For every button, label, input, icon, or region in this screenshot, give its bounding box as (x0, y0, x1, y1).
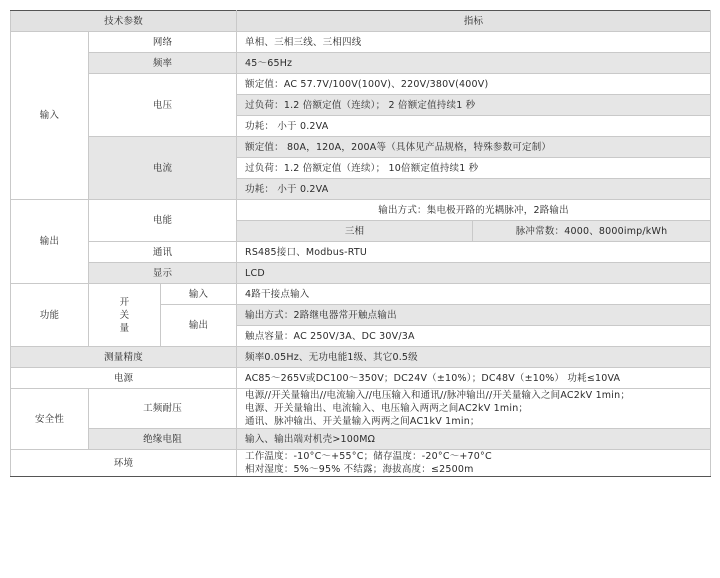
label-environment: 环境 (11, 450, 237, 477)
value-current-rated: 额定值： 80A，120A，200A等（具体见产品规格，特殊参数可定制） (237, 137, 711, 158)
value-function-output-method: 输出方式：2路继电器常开触点输出 (237, 305, 711, 326)
value-energy-pulse: 脉冲常数：4000、8000imp/kWh (473, 221, 711, 242)
table-row (11, 284, 711, 305)
label-insulation: 绝缘电阻 (89, 429, 237, 450)
table-row (11, 347, 711, 368)
value-power-supply: AC85～265V或DC100～350V；DC24V（±10%）；DC48V（±10%） 功耗≤10VA (237, 368, 711, 389)
label-network: 网络 (89, 32, 237, 53)
value-voltage-rated: 额定值：AC 57.7V/100V(100V)、220V/380V(400V) (237, 74, 711, 95)
value-accuracy: 频率0.05Hz、无功电能1级、其它0.5级 (237, 347, 711, 368)
label-frequency: 频率 (89, 53, 237, 74)
label-power-supply: 电源 (11, 368, 237, 389)
table-row (11, 368, 711, 389)
group-function: 功能 (11, 284, 89, 347)
label-switch (89, 284, 161, 347)
value-frequency: 45～65Hz (237, 53, 711, 74)
withstand-line-3: 通讯、脉冲输出、开关量输入两两之间AC1kV 1min； (245, 416, 480, 427)
table-row (11, 32, 711, 53)
value-environment (237, 450, 711, 477)
group-input: 输入 (11, 32, 89, 200)
value-function-input: 4路干接点输入 (237, 284, 711, 305)
value-current-overload: 过负荷：1.2 倍额定值（连续）； 10倍额定值持续1 秒 (237, 158, 711, 179)
environment-line-2: 相对湿度：5%～95% 不结露；海拔高度：≤2500m (245, 464, 474, 475)
label-current: 电流 (89, 137, 237, 200)
group-output: 输出 (11, 200, 89, 284)
value-withstand (237, 389, 711, 429)
table-row (11, 137, 711, 158)
value-energy-method: 输出方式：集电极开路的光耦脉冲，2路输出 (237, 200, 711, 221)
value-energy-phase: 三相 (237, 221, 473, 242)
value-comm: RS485接口、Modbus-RTU (237, 242, 711, 263)
value-voltage-overload: 过负荷：1.2 倍额定值（连续）； 2 倍额定值持续1 秒 (237, 95, 711, 116)
switch-char-1: 开 (119, 296, 130, 308)
table-row (11, 74, 711, 95)
value-voltage-power: 功耗： 小于 0.2VA (237, 116, 711, 137)
spec-table (10, 10, 711, 477)
label-energy: 电能 (89, 200, 237, 242)
label-function-input: 输入 (161, 284, 237, 305)
switch-char-3: 量 (119, 322, 130, 334)
label-function-output: 输出 (161, 305, 237, 347)
table-row (11, 263, 711, 284)
switch-char-2: 关 (119, 309, 130, 321)
value-function-output-capacity: 触点容量：AC 250V/3A、DC 30V/3A (237, 326, 711, 347)
value-display: LCD (237, 263, 711, 284)
label-display: 显示 (89, 263, 237, 284)
table-row (11, 389, 711, 429)
header-row (11, 11, 711, 32)
label-comm: 通讯 (89, 242, 237, 263)
withstand-line-1: 电源//开关量输出//电流输入//电压输入和通讯//脉冲输出//开关量输入之间AC2kV 1min； (245, 390, 631, 401)
table-row (11, 53, 711, 74)
group-safety: 安全性 (11, 389, 89, 450)
table-row (11, 200, 711, 221)
value-insulation: 输入、输出端对机壳>100MΩ (237, 429, 711, 450)
value-current-power: 功耗： 小于 0.2VA (237, 179, 711, 200)
header-spec: 指标 (237, 11, 711, 32)
environment-line-1: 工作温度：-10°C～+55°C；储存温度：-20°C～+70°C (245, 451, 492, 462)
value-network: 单相、三相三线、三相四线 (237, 32, 711, 53)
label-accuracy: 测量精度 (11, 347, 237, 368)
label-withstand: 工频耐压 (89, 389, 237, 429)
table-row (11, 429, 711, 450)
withstand-line-2: 电源、开关量输出、电流输入、电压输入两两之间AC2kV 1min； (245, 403, 529, 414)
table-row (11, 242, 711, 263)
header-param: 技术参数 (11, 11, 237, 32)
table-row (11, 450, 711, 477)
label-voltage: 电压 (89, 74, 237, 137)
